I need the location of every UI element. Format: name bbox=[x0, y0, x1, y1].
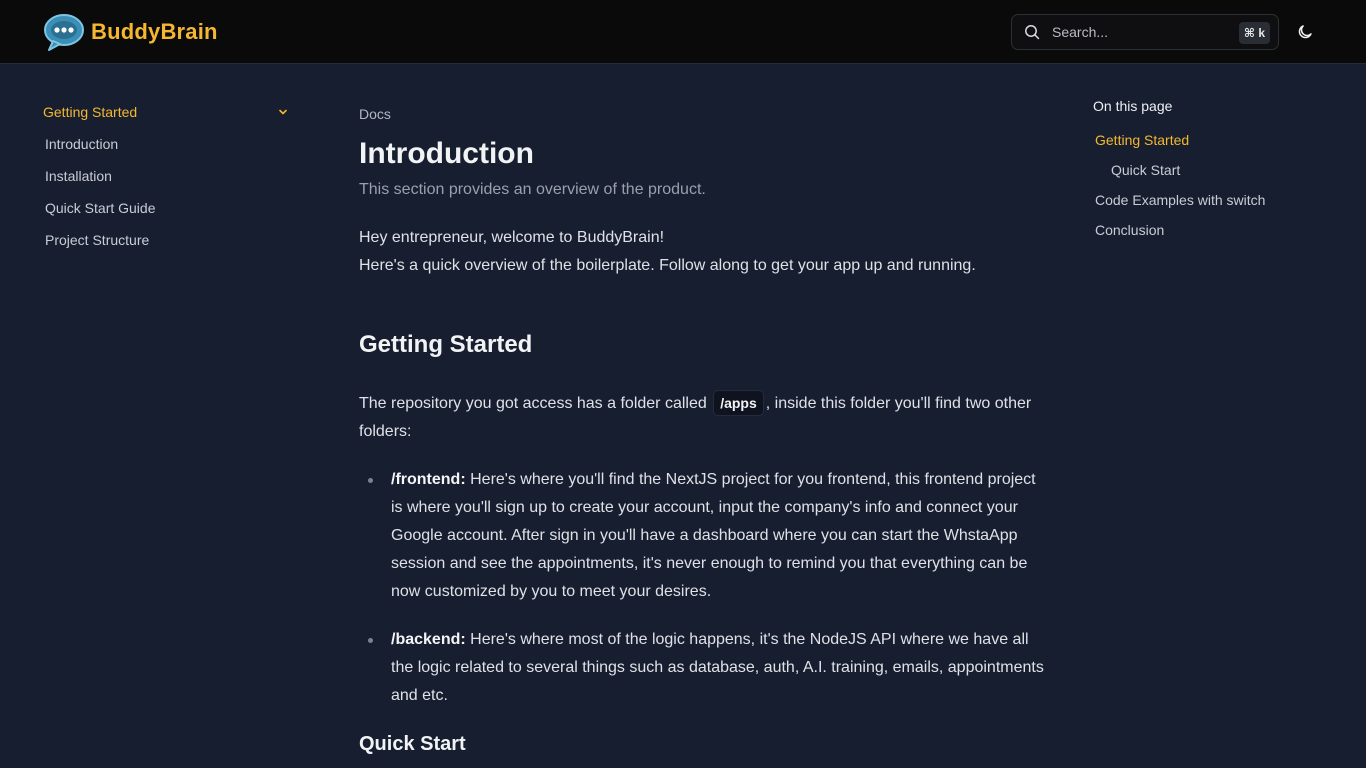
search-icon bbox=[1024, 24, 1040, 40]
search-box[interactable] bbox=[1011, 14, 1279, 50]
moon-icon bbox=[1296, 23, 1314, 41]
page-lead: This section provides an overview of the product. bbox=[359, 181, 706, 198]
inline-code-apps: /apps bbox=[713, 390, 764, 416]
theme-toggle-button[interactable] bbox=[1293, 20, 1317, 44]
toc-title: On this page bbox=[1093, 98, 1173, 114]
main-content bbox=[359, 100, 1049, 758]
intro-paragraph bbox=[359, 224, 1049, 280]
toc-item-conclusion[interactable]: Conclusion bbox=[1095, 222, 1165, 238]
page-title: Introduction bbox=[359, 137, 534, 170]
brand-logo[interactable] bbox=[43, 13, 218, 51]
sidebar-item-installation[interactable]: Installation bbox=[45, 168, 112, 184]
breadcrumb[interactable]: Docs bbox=[359, 106, 391, 122]
list-item-text: Here's where most of the logic happens, it's the NodeJS API where we have all the logic related to several things such as database, auth, A.I. training, emails, appointments and etc. bbox=[391, 631, 1044, 704]
folder-list bbox=[359, 466, 1049, 710]
intro-line-2: Here's a quick overview of the boilerplate. Follow along to get your app up and running. bbox=[359, 257, 976, 274]
docs-sidebar bbox=[43, 96, 293, 256]
toc-item-getting-started[interactable]: Getting Started bbox=[1095, 132, 1190, 148]
repo-text-after: , inside this folder you'll find two other folders: bbox=[359, 395, 1032, 440]
toc-item-quick-start[interactable]: Quick Start bbox=[1111, 162, 1181, 178]
sidebar-item-quick-start-guide[interactable]: Quick Start Guide bbox=[45, 200, 156, 216]
section-heading-getting-started: Getting Started bbox=[359, 331, 533, 358]
search-input[interactable] bbox=[1052, 24, 1232, 40]
toc-item-code-examples[interactable]: Code Examples with switch bbox=[1095, 192, 1266, 208]
list-item bbox=[359, 466, 1049, 606]
sidebar-item-project-structure[interactable]: Project Structure bbox=[45, 232, 150, 248]
list-item-term: /backend: bbox=[391, 631, 466, 648]
table-of-contents bbox=[1093, 96, 1333, 245]
list-item-term: /frontend: bbox=[391, 471, 466, 488]
sidebar-section-label: Getting Started bbox=[43, 104, 138, 120]
top-navbar bbox=[0, 0, 1366, 64]
sidebar-item-introduction[interactable]: Introduction bbox=[45, 136, 119, 152]
brand-name: BuddyBrain bbox=[91, 19, 218, 44]
chevron-down-icon bbox=[277, 106, 289, 118]
search-shortcut-badge: ⌘ k bbox=[1239, 22, 1270, 44]
list-item-text: Here's where you'll find the NextJS project for you frontend, this frontend project is where you'll sign up to create your account, input the company's info and connect your Google account. After sign in you'll have a dashboard where you can start the WhstaApp session and see the appointments, it's never enough to remind you that everything can be now customized by you to meet your desires. bbox=[391, 471, 1036, 600]
intro-line-1: Hey entrepreneur, welcome to BuddyBrain! bbox=[359, 229, 665, 246]
chat-bubble-icon bbox=[43, 13, 85, 51]
list-item bbox=[359, 626, 1049, 710]
repo-paragraph bbox=[359, 390, 1049, 446]
sidebar-section-getting-started[interactable] bbox=[43, 96, 293, 128]
repo-text-before: The repository you got access has a folder called bbox=[359, 395, 707, 412]
section-heading-quick-start: Quick Start bbox=[359, 733, 466, 755]
